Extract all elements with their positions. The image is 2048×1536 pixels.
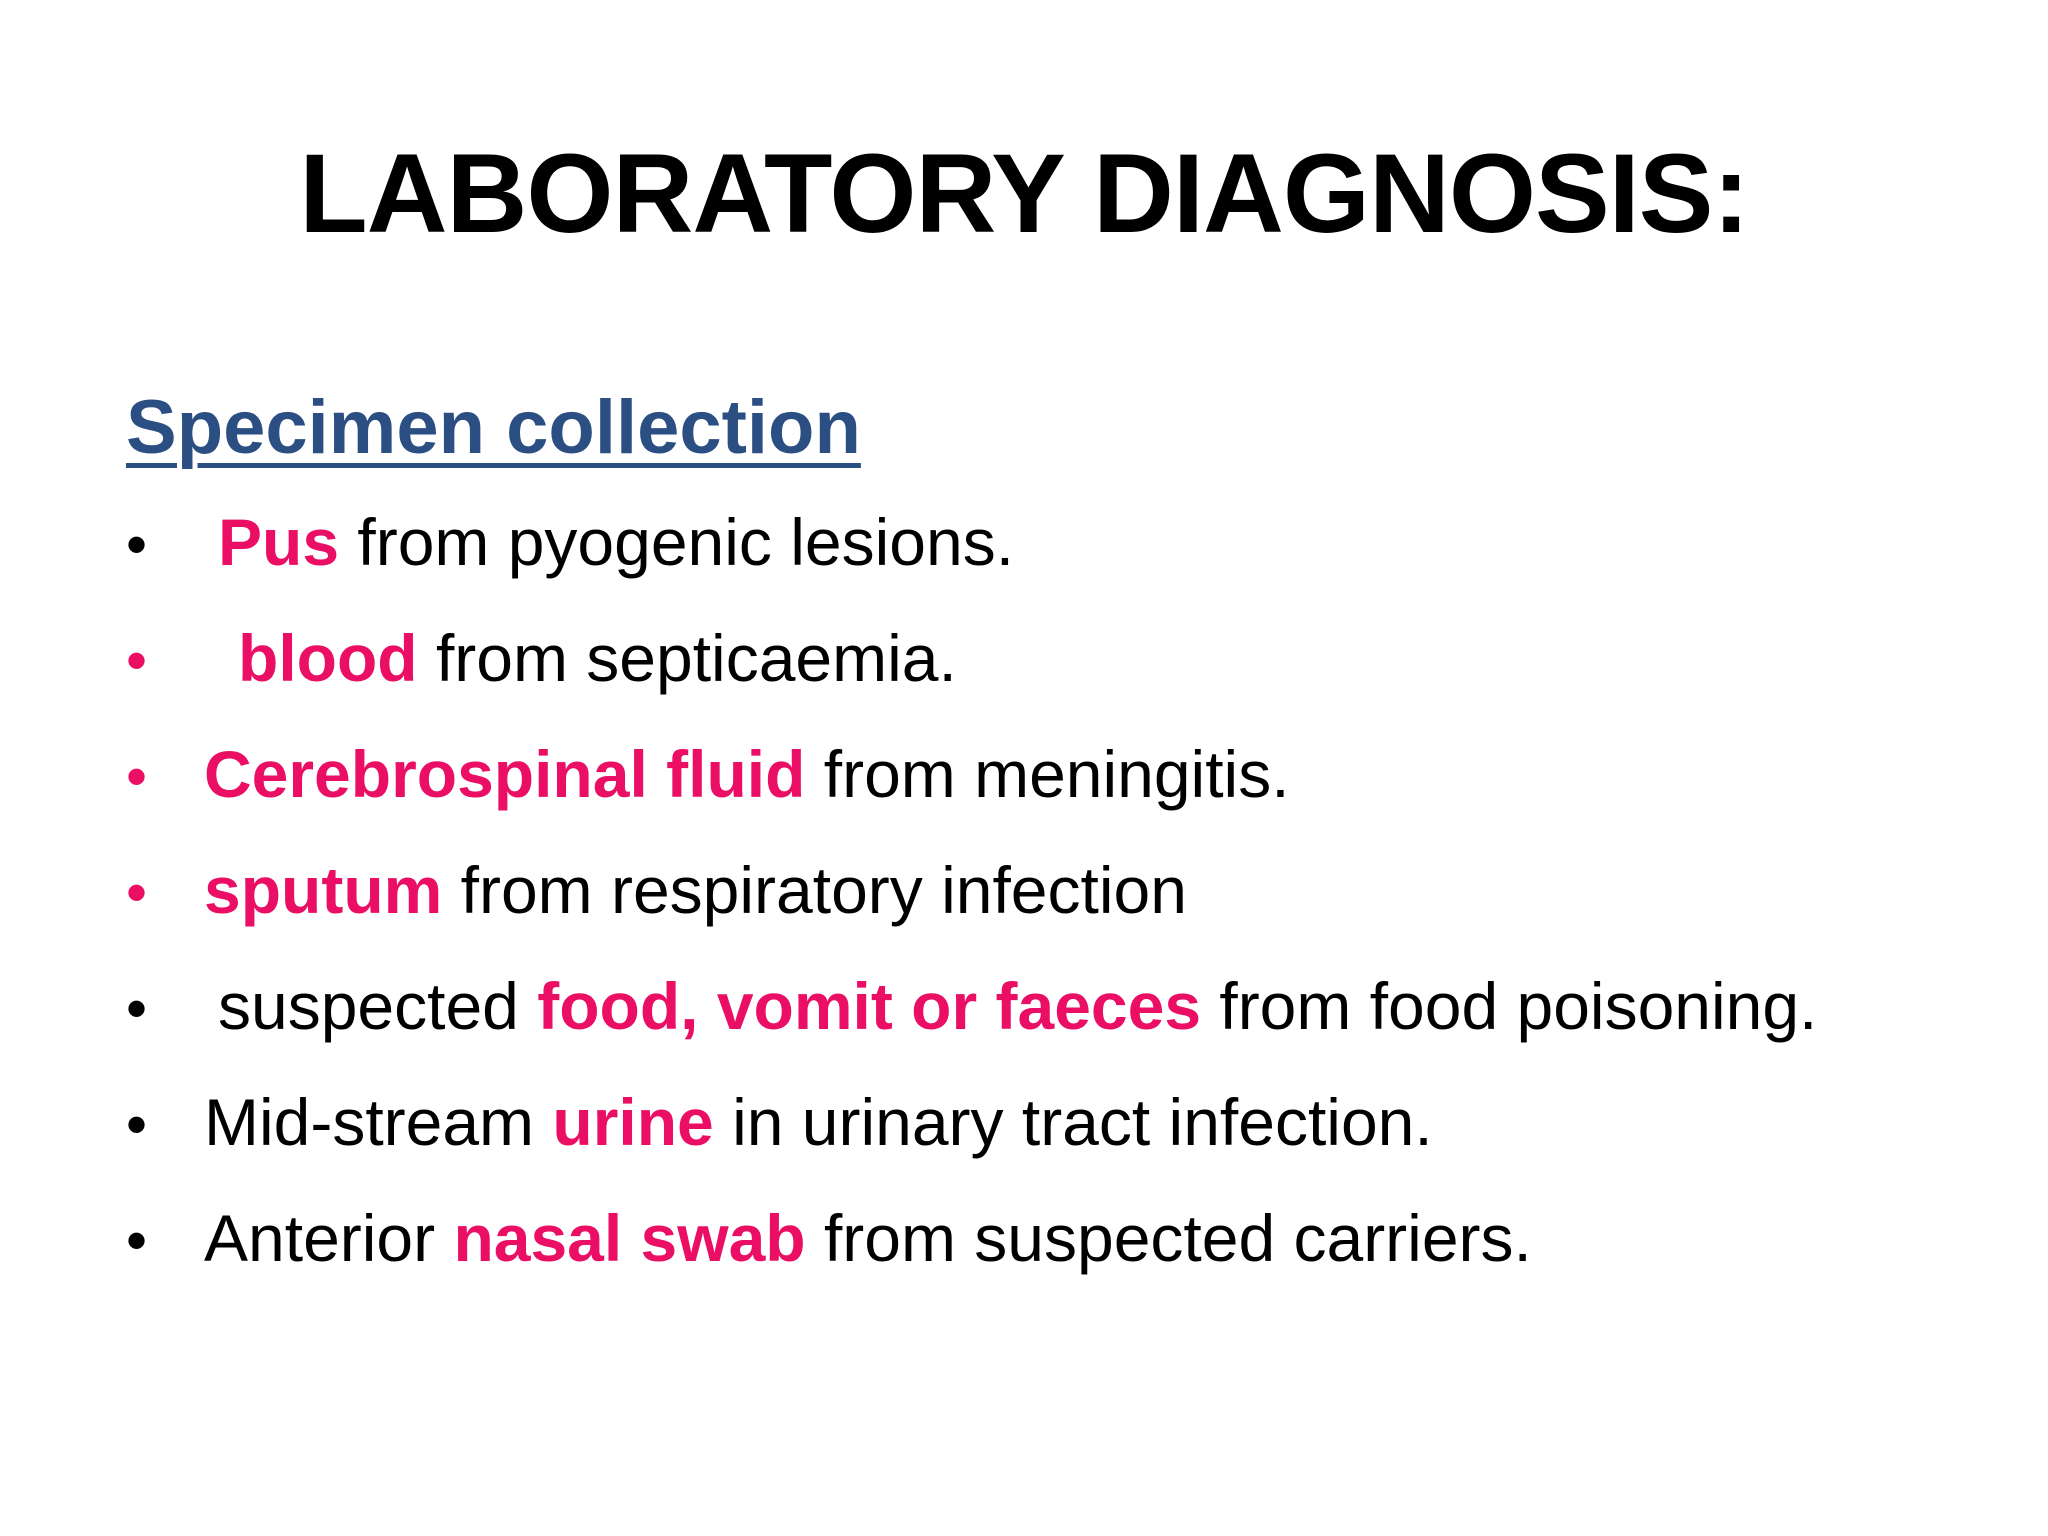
list-item-post: in urinary tract infection.	[713, 1085, 1433, 1159]
list-item-text	[204, 738, 1290, 811]
list-item-sputum	[126, 854, 1817, 970]
list-item-highlight: Cerebrospinal fluid	[204, 737, 806, 811]
list-item-text	[204, 622, 957, 695]
list-item-highlight: food, vomit or faeces	[537, 969, 1202, 1043]
list-item-highlight: nasal swab	[453, 1201, 806, 1275]
list-item-urine	[126, 1086, 1817, 1202]
list-item-blood	[126, 622, 1817, 738]
bullet-icon: •	[126, 975, 148, 1042]
list-item-pre: Anterior	[204, 1201, 454, 1275]
specimen-list	[126, 506, 1817, 1318]
bullet-icon: •	[126, 511, 148, 578]
list-item-pus	[126, 506, 1817, 622]
list-item-csf	[126, 738, 1817, 854]
list-item-text	[204, 854, 1187, 927]
list-item-nasal-swab	[126, 1202, 1817, 1318]
list-item-post: from septicaemia.	[417, 621, 957, 695]
list-item-post: from food poisoning.	[1201, 969, 1818, 1043]
bullet-icon: •	[126, 859, 148, 926]
list-item-post: from meningitis.	[805, 737, 1290, 811]
bullet-icon: •	[126, 1207, 148, 1274]
list-item-highlight: Pus	[218, 505, 340, 579]
list-item-text	[204, 970, 1817, 1043]
list-item-post: from suspected carriers.	[805, 1201, 1532, 1275]
list-item-highlight: urine	[552, 1085, 714, 1159]
section-heading: Specimen collection	[126, 385, 861, 470]
bullet-icon: •	[126, 1091, 148, 1158]
list-item-highlight: blood	[238, 621, 418, 695]
list-item-text	[204, 506, 1014, 579]
bullet-icon: •	[126, 627, 148, 694]
list-item-pre: Mid-stream	[204, 1085, 553, 1159]
slide-title: LABORATORY DIAGNOSIS:	[299, 131, 1749, 256]
list-item-highlight: sputum	[204, 853, 443, 927]
list-item-food	[126, 970, 1817, 1086]
list-item-post: from respiratory infection	[442, 853, 1187, 927]
list-item-post: from pyogenic lesions.	[339, 505, 1015, 579]
list-item-pre: suspected	[218, 969, 538, 1043]
list-item-text	[204, 1086, 1433, 1159]
bullet-icon: •	[126, 743, 148, 810]
list-item-text	[204, 1202, 1532, 1275]
